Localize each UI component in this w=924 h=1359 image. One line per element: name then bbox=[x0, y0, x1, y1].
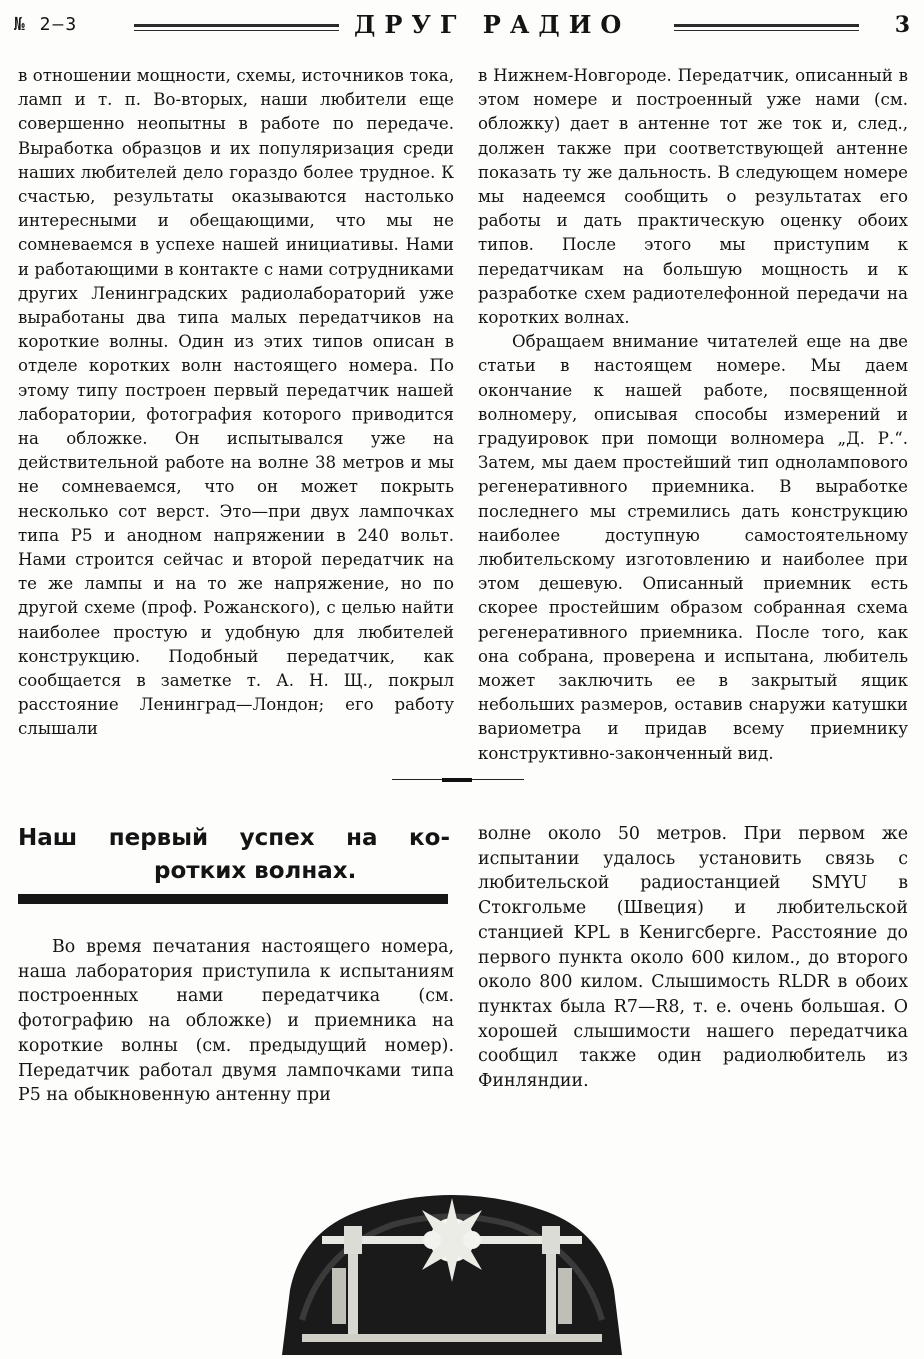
headline-bar bbox=[18, 894, 448, 904]
spark-gap-illustration bbox=[282, 1170, 622, 1355]
headline-line-1: Наш первый успех на ко- bbox=[18, 825, 450, 851]
headline-line-2: ротких волнах. bbox=[154, 858, 357, 884]
separator-mark bbox=[442, 778, 472, 782]
paragraph: Во время печатания настоящего номера, наша лаборатория приступила к испытаниям построенных нами передатчика (см. фотографию на обложке) и приемника на короткие волны (см. предыдущий номер). Передатчик работал двумя лампочками типа Р5 на обыкновенную антенну при bbox=[18, 937, 454, 1106]
issue-number: № 2—3 bbox=[14, 14, 79, 35]
header-rule-left bbox=[134, 24, 339, 27]
article-headline bbox=[18, 822, 450, 888]
page-header bbox=[14, 6, 910, 50]
page-number: 3 bbox=[894, 12, 910, 38]
paragraph: Обращаем внимание читателей еще на две статьи в настоящем номере. Мы даем окончание к нашей работе, посвященной волномеру, описывая способы измерений и градуировок при помощи волномера „Д. Р.“. Затем, мы даем простейший тип одноламповоrо регенеративного приемника. В выработке последнего мы стремились дать конструкцию наиболее доступную самостоятельному любительскому изготовлению и наиболее при этом дешевую. Описанный приемник есть скорее простейшим образом собранная схема регенеративного приемника. После того, как она собрана, проверена и испытана, любитель может заключить ее в закрытый ящик небольших размеров, оставив снаружи катушки вариометра и придав всему приемнику конструктивно-законченный вид. bbox=[478, 332, 908, 763]
upper-left-column bbox=[18, 64, 454, 742]
spark-gap-icon bbox=[282, 1170, 622, 1355]
header-rule-right bbox=[674, 24, 859, 27]
paragraph: в Нижнем-Новгороде. Передатчик, описанный в этом номере и построенный уже нами (см. обложку) дает в антенне тот же ток и, след., должен также при соответствующей антенне показать ту же дальность. В следующем номере мы надеемся сообщить о результатах его работы и дать практическую оценку обоих типов. После этого мы приступим к передатчикам на большую мощность и к разработке схем радиотелефонной передачи на коротких волнах. bbox=[478, 66, 908, 328]
section-separator bbox=[392, 778, 524, 781]
upper-right-column bbox=[478, 64, 908, 766]
magazine-title: ДРУГ РАДИО bbox=[354, 10, 631, 39]
lower-left-column bbox=[18, 935, 454, 1108]
lower-right-column bbox=[478, 822, 908, 1094]
paragraph: волне около 50 метров. При первом же испытании удалось установить связь с любительской радиостанцией SMYU в Стокгольме (Швеция) и любительской станцией KPL в Кенигсберге. Расстояние до первого пункта около 600 килом., до второго около 800 килом. Слышимость RLDR в обоих пунктах была R7—R8, т. е. очень большая. О хорошей слышимости нашего передатчика сообщил также один радиолюбитель из Финляндии. bbox=[478, 824, 908, 1092]
paragraph: в отношении мощности, схемы, источников тока, ламп и т. п. Во-вторых, наши любители еще совершенно неопытны в работе по передаче. Выработка образцов и их популяризация среди наших любителей дело гораздо более трудное. К счастью, результаты оказываются настолько интересными и обещающими, что мы не сомневаемся в успехе нашей инициативы. Нами и работающими в контакте с нами сотрудниками других Ленинградских радиолабораторий уже выработаны два типа малых передатчиков на короткие волны. Один из этих типов описан в отделе коротких волн настоящего номера. По этому типу построен первый передатчик нашей лаборатории, фотография которого приводится на обложке. Он испытывался уже на действительной работе на волне 38 метров и мы не сомневаемся, что он может покрыть несколько сот верст. Это—при двух лампочках типа Р5 и анодном напряжении в 240 вольт. Нами строится сейчас и второй передатчик на те же лампы и на то же напряжение, но по другой схеме (проф. Рожанского), с целью найти наиболее простую и удобную для любителей конструкцию. Подобный передатчик, как сообщается в заметке т. А. Н. Щ., покрыл расстояние Ленинград—Лондон; его работу слышали bbox=[18, 66, 455, 739]
